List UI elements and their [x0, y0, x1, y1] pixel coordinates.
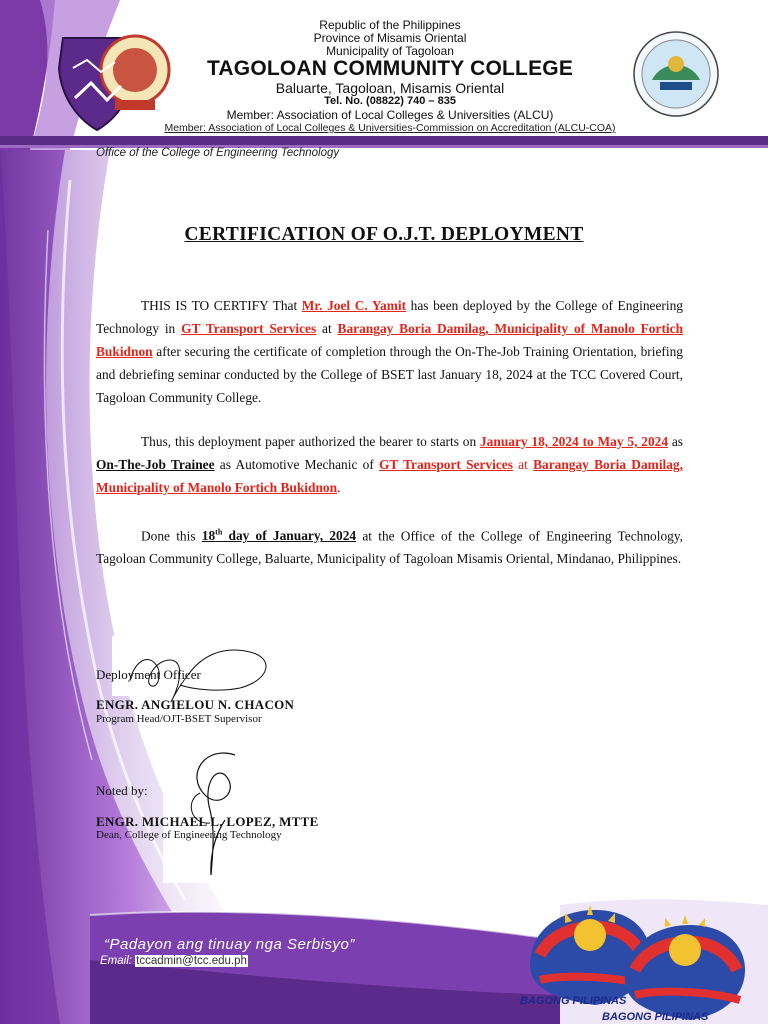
- body-paragraph-2: Thus, this deployment paper authorized the bearer to starts on January 18, 2024 to May 5, 2024 as On-The-Job Trainee as Automotive Mechanic of GT Transport Services at Barangay Boria Damilag, Municipality of Manolo Fortich Bukidnon.: [96, 434, 684, 495]
- college-address: Baluarte, Tagoloan, Misamis Oriental: [275, 80, 505, 96]
- company-name: GT Transport Services: [181, 321, 317, 336]
- signatory-2-position: Dean, College of Engineering Technology: [96, 829, 282, 841]
- signature-2: [165, 735, 285, 885]
- header-republic: Republic of the Philippines: [319, 18, 461, 32]
- signatory-2-label: Noted by:: [96, 783, 148, 798]
- bagong-pilipinas-text-1: BAGONG PILIPINAS: [520, 995, 627, 1007]
- signatory-2-name: ENGR. MICHAEL L. LOPEZ, MTTE: [96, 814, 319, 829]
- issue-date: 18th day of January, 2024: [201, 528, 357, 544]
- body-paragraph-3: Done this 18th day of January, 2024 at the Office of the College of Engineering Technology, Tagoloan Community College, Baluarte, Municipality of Tagoloan Misamis Oriental, Mindanao, Philippines.: [96, 528, 684, 567]
- trainee-name: Mr. Joel C. Yamit: [301, 298, 407, 313]
- company-location-2: Barangay Boria Damilag, Municipality of Manolo Fortich Bukidnon: [96, 457, 684, 495]
- college-telephone: Tel. No. (08822) 740 – 835: [324, 95, 456, 107]
- deployment-dates: January 18, 2024 to May 5, 2024: [479, 434, 669, 449]
- membership-alcu-coa: Member: Association of Local Colleges & Universities-Commission on Accreditation (ALCU-COA): [164, 122, 616, 134]
- body-paragraph-1: THIS IS TO CERTIFY That Mr. Joel C. Yamit has been deployed by the College of Engineering Technology in GT Transport Services at Barangay Boria Damilag, Municipality of Manolo Fortich Bukidnon after securing the certificate of completion through the On-The-Job Training Orientation, briefing and debriefing seminar conducted by the College of BSET last January 18, 2024 at the TCC Covered Court, Tagoloan Community College.: [96, 298, 684, 405]
- bagong-pilipinas-text-2: BAGONG PILIPINAS: [602, 1011, 709, 1023]
- header-municipality: Municipality of Tagoloan: [326, 44, 454, 58]
- college-motto: “Padayon ang tinuay nga Serbisyo”: [104, 936, 355, 953]
- certificate-title: CERTIFICATION OF O.J.T. DEPLOYMENT: [184, 224, 584, 245]
- email-address[interactable]: tccadmin@tcc.edu.ph: [136, 955, 247, 967]
- college-name: TAGOLOAN COMMUNITY COLLEGE: [206, 57, 574, 80]
- trainee-role: On-The-Job Trainee: [96, 457, 215, 472]
- header-province: Province of Misamis Oriental: [313, 31, 467, 45]
- company-name-2: GT Transport Services: [379, 457, 513, 472]
- office-name: Office of the College of Engineering Technology: [96, 147, 340, 159]
- signatory-1-label: Deployment Officer: [96, 667, 201, 682]
- company-location: Barangay Boria Damilag, Municipality of Manolo Fortich Bukidnon: [96, 321, 684, 359]
- signatory-1-position: Program Head/OJT-BSET Supervisor: [96, 713, 262, 725]
- signatory-1-name: ENGR. ANGIELOU N. CHACON: [96, 697, 295, 712]
- membership-alcu: Member: Association of Local Colleges & Universities (ALCU): [226, 108, 554, 122]
- footer-email: Email: tccadmin@tcc.edu.ph: [100, 955, 247, 967]
- municipality-seal-logo: [632, 30, 720, 118]
